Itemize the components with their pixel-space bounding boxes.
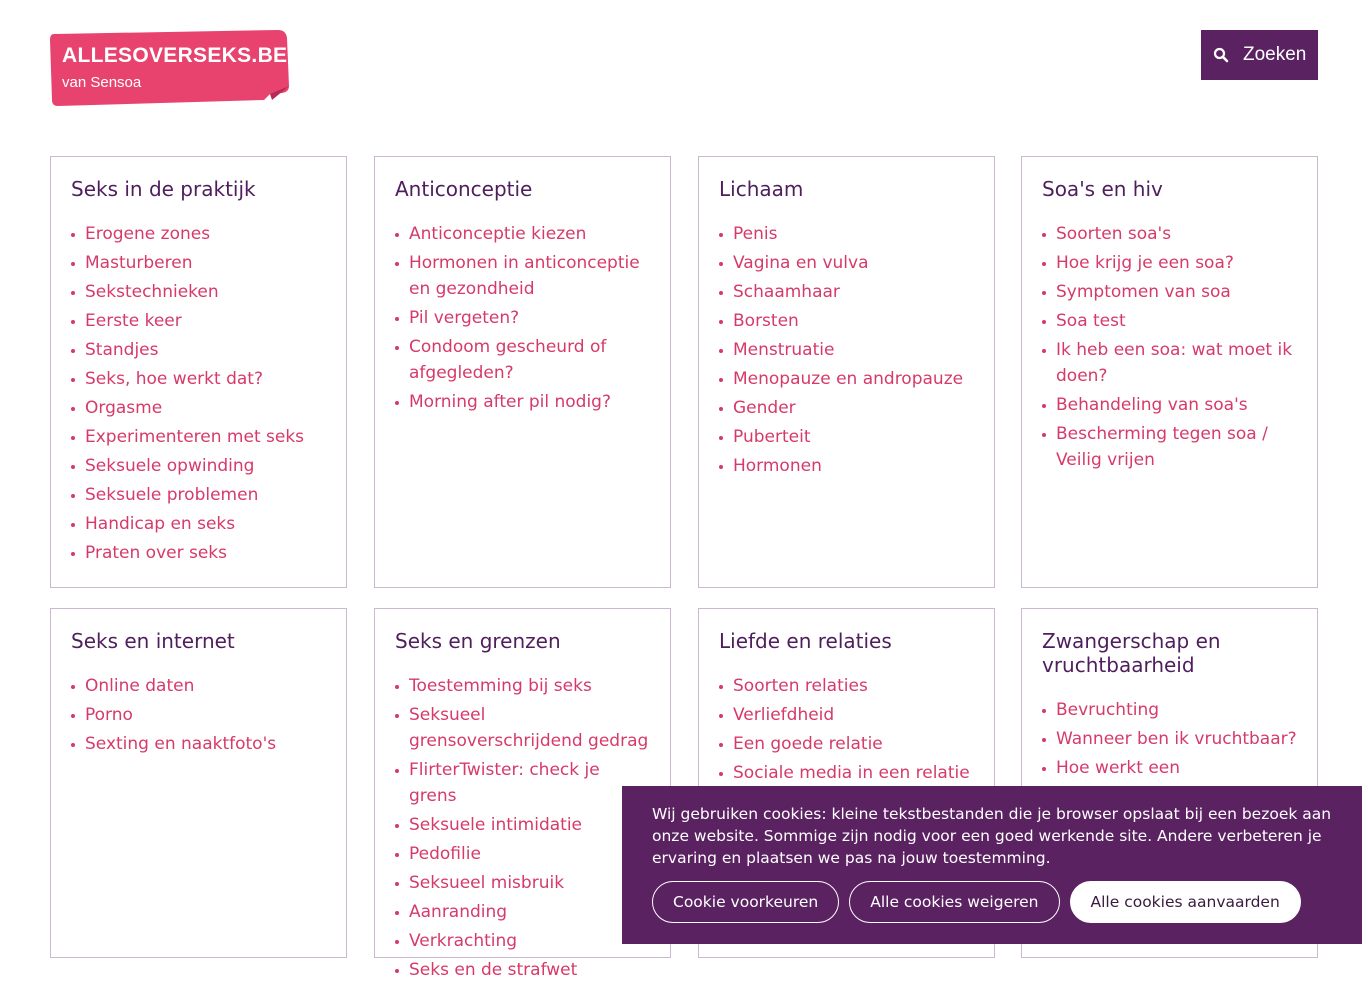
cookie-message: Wij gebruiken cookies: kleine tekstbestanden die je browser opslaat bij een bezoek aan onze website. Sommige zijn nodig voor een goed werkende site. Andere verbeteren je ervaring en plaatsen we pas na jouw toestemming. bbox=[652, 805, 1332, 867]
topic-link[interactable]: Soa test bbox=[1056, 311, 1126, 331]
logo-title: ALLESOVERSEKS.BE bbox=[62, 44, 288, 67]
topic-card-soas-en-hiv bbox=[1021, 156, 1318, 588]
topic-link[interactable]: Seksueel misbruik bbox=[409, 873, 565, 893]
list-item[interactable] bbox=[1042, 697, 1297, 723]
list-item[interactable] bbox=[1042, 421, 1297, 473]
list-item[interactable] bbox=[395, 702, 650, 754]
topic-link[interactable]: Hormonen in anticonceptie en gezondheid bbox=[409, 253, 640, 299]
list-item[interactable] bbox=[71, 511, 326, 537]
topic-link[interactable]: Ik heb een soa: wat moet ik doen? bbox=[1056, 340, 1293, 386]
topic-link[interactable]: Een goede relatie bbox=[733, 734, 883, 754]
cookie-banner bbox=[622, 786, 1362, 944]
list-item[interactable] bbox=[71, 308, 326, 334]
card-link-list bbox=[71, 221, 326, 566]
topic-link[interactable]: Hoe krijg je een soa? bbox=[1056, 253, 1234, 273]
list-item[interactable] bbox=[71, 337, 326, 363]
topic-link[interactable]: FlirterTwister: check je grens bbox=[409, 760, 600, 806]
list-item[interactable] bbox=[395, 899, 650, 925]
topic-link[interactable]: Behandeling van soa's bbox=[1056, 395, 1248, 415]
topic-link[interactable]: Hoe werkt een bbox=[1056, 758, 1181, 778]
topic-link[interactable]: Bevruchting bbox=[1056, 700, 1160, 720]
list-item[interactable] bbox=[719, 250, 974, 276]
list-item[interactable] bbox=[395, 221, 650, 247]
list-item[interactable] bbox=[395, 389, 650, 415]
topic-link[interactable]: Seksuele intimidatie bbox=[409, 815, 582, 835]
topic-card-seks-en-internet bbox=[50, 608, 347, 958]
list-item[interactable] bbox=[719, 308, 974, 334]
topic-link[interactable]: Schaamhaar bbox=[733, 282, 840, 302]
search-button[interactable] bbox=[1201, 30, 1318, 80]
list-item[interactable] bbox=[71, 453, 326, 479]
card-link-list bbox=[719, 673, 974, 786]
card-title[interactable]: Anticonceptie bbox=[395, 177, 533, 201]
topic-link[interactable]: Standjes bbox=[85, 340, 159, 360]
topic-link[interactable]: Morning after pil nodig? bbox=[409, 392, 611, 412]
list-item[interactable] bbox=[1042, 392, 1297, 418]
topic-link[interactable]: Hormonen bbox=[733, 456, 822, 476]
list-item[interactable] bbox=[71, 702, 326, 728]
topic-link[interactable]: Seksuele problemen bbox=[85, 485, 259, 505]
list-item[interactable] bbox=[719, 337, 974, 363]
topic-card-lichaam bbox=[698, 156, 995, 588]
topic-card-seks-in-de-praktijk bbox=[50, 156, 347, 588]
topic-link[interactable]: Puberteit bbox=[733, 427, 811, 447]
list-item[interactable] bbox=[1042, 337, 1297, 389]
topic-link[interactable]: Experimenteren met seks bbox=[85, 427, 305, 447]
topic-link[interactable]: Pil vergeten? bbox=[409, 308, 520, 328]
list-item[interactable] bbox=[71, 731, 326, 757]
topic-link[interactable]: Anticonceptie kiezen bbox=[409, 224, 587, 244]
topic-link[interactable]: Eerste keer bbox=[85, 311, 182, 331]
list-item[interactable] bbox=[719, 760, 974, 786]
cookie-preferences-button[interactable]: Cookie voorkeuren bbox=[652, 881, 839, 923]
card-link-list bbox=[1042, 221, 1297, 473]
topic-link[interactable]: Menopauze en andropauze bbox=[733, 369, 964, 389]
card-title[interactable]: Zwangerschap en vruchtbaarheid bbox=[1042, 629, 1221, 677]
topic-link[interactable]: Condoom gescheurd of afgegleden? bbox=[409, 337, 607, 383]
topic-link[interactable]: Aanranding bbox=[409, 902, 508, 922]
card-title[interactable]: Soa's en hiv bbox=[1042, 177, 1163, 201]
topic-link[interactable]: Borsten bbox=[733, 311, 799, 331]
topic-link[interactable]: Seks, hoe werkt dat? bbox=[85, 369, 263, 389]
list-item[interactable] bbox=[71, 395, 326, 421]
topic-link[interactable]: Symptomen van soa bbox=[1056, 282, 1231, 302]
list-item[interactable] bbox=[719, 279, 974, 305]
list-item[interactable] bbox=[719, 366, 974, 392]
topic-card-anticonceptie bbox=[374, 156, 671, 588]
list-item[interactable] bbox=[1042, 308, 1297, 334]
list-item[interactable] bbox=[71, 366, 326, 392]
list-item[interactable] bbox=[395, 870, 650, 896]
list-item[interactable] bbox=[1042, 279, 1297, 305]
topic-link[interactable]: Soorten soa's bbox=[1056, 224, 1172, 244]
topic-link[interactable]: Soorten relaties bbox=[733, 676, 868, 696]
list-item[interactable] bbox=[1042, 221, 1297, 247]
topic-link[interactable]: Seks en de strafwet bbox=[409, 960, 578, 980]
card-title[interactable]: Seks en internet bbox=[71, 629, 235, 653]
cookie-accept-button[interactable]: Alle cookies aanvaarden bbox=[1070, 881, 1301, 923]
card-title[interactable]: Lichaam bbox=[719, 177, 804, 201]
topic-link[interactable]: Handicap en seks bbox=[85, 514, 236, 534]
topic-link[interactable]: Seksuele opwinding bbox=[85, 456, 255, 476]
topic-link[interactable]: Orgasme bbox=[85, 398, 163, 418]
cookie-reject-button[interactable]: Alle cookies weigeren bbox=[849, 881, 1059, 923]
list-item[interactable] bbox=[71, 221, 326, 247]
topic-link[interactable]: Toestemming bij seks bbox=[409, 676, 592, 696]
card-link-list bbox=[71, 673, 326, 757]
topic-link[interactable]: Vagina en vulva bbox=[733, 253, 869, 273]
topic-link[interactable]: Pedofilie bbox=[409, 844, 481, 864]
topic-link[interactable]: Verliefdheid bbox=[733, 705, 835, 725]
list-item[interactable] bbox=[395, 334, 650, 386]
topic-link[interactable]: Online daten bbox=[85, 676, 195, 696]
card-title[interactable]: Seks en grenzen bbox=[395, 629, 561, 653]
list-item[interactable] bbox=[1042, 726, 1297, 752]
list-item[interactable] bbox=[719, 424, 974, 450]
search-label: Zoeken bbox=[1243, 44, 1307, 65]
list-item[interactable] bbox=[719, 673, 974, 699]
cookie-actions bbox=[652, 881, 1301, 923]
list-item[interactable] bbox=[395, 812, 650, 838]
list-item[interactable] bbox=[395, 757, 650, 809]
topic-link[interactable]: Gender bbox=[733, 398, 796, 418]
card-link-list bbox=[395, 221, 650, 415]
list-item[interactable] bbox=[71, 424, 326, 450]
logo-subtitle: van Sensoa bbox=[62, 74, 142, 91]
list-item[interactable] bbox=[395, 305, 650, 331]
list-item[interactable] bbox=[1042, 250, 1297, 276]
list-item[interactable] bbox=[719, 731, 974, 757]
topic-link[interactable]: Bescherming tegen soa / Veilig vrijen bbox=[1056, 424, 1268, 470]
topic-link[interactable]: Sekstechnieken bbox=[85, 282, 219, 302]
list-item[interactable] bbox=[395, 841, 650, 867]
list-item[interactable] bbox=[71, 250, 326, 276]
list-item[interactable] bbox=[71, 540, 326, 566]
card-title[interactable]: Liefde en relaties bbox=[719, 629, 892, 653]
topic-link[interactable]: Penis bbox=[733, 224, 778, 244]
topic-link[interactable]: Erogene zones bbox=[85, 224, 211, 244]
topic-link[interactable]: Praten over seks bbox=[85, 543, 227, 563]
list-item[interactable] bbox=[395, 957, 650, 983]
search-icon bbox=[1213, 47, 1229, 63]
card-title[interactable]: Seks in de praktijk bbox=[71, 177, 256, 201]
list-item[interactable] bbox=[719, 702, 974, 728]
topic-link[interactable]: Sociale media in een relatie bbox=[733, 763, 970, 783]
list-item[interactable] bbox=[71, 673, 326, 699]
list-item[interactable] bbox=[1042, 755, 1297, 781]
topic-link[interactable]: Masturberen bbox=[85, 253, 193, 273]
site-logo[interactable] bbox=[50, 30, 290, 108]
card-link-list bbox=[719, 221, 974, 479]
list-item[interactable] bbox=[719, 221, 974, 247]
topic-link[interactable]: Sexting en naaktfoto's bbox=[85, 734, 277, 754]
site-header bbox=[0, 0, 1368, 130]
list-item[interactable] bbox=[395, 250, 650, 302]
list-item[interactable] bbox=[719, 453, 974, 479]
card-link-list bbox=[1042, 697, 1297, 781]
list-item[interactable] bbox=[395, 673, 650, 699]
card-link-list bbox=[395, 673, 650, 983]
topic-link[interactable]: Porno bbox=[85, 705, 133, 725]
list-item[interactable] bbox=[71, 482, 326, 508]
topic-link[interactable]: Verkrachting bbox=[409, 931, 518, 951]
list-item[interactable] bbox=[395, 928, 650, 954]
topic-link[interactable]: Menstruatie bbox=[733, 340, 835, 360]
topic-link[interactable]: Wanneer ben ik vruchtbaar? bbox=[1056, 729, 1297, 749]
topic-link[interactable]: Seksueel grensoverschrijdend gedrag bbox=[409, 705, 649, 751]
list-item[interactable] bbox=[71, 279, 326, 305]
list-item[interactable] bbox=[719, 395, 974, 421]
